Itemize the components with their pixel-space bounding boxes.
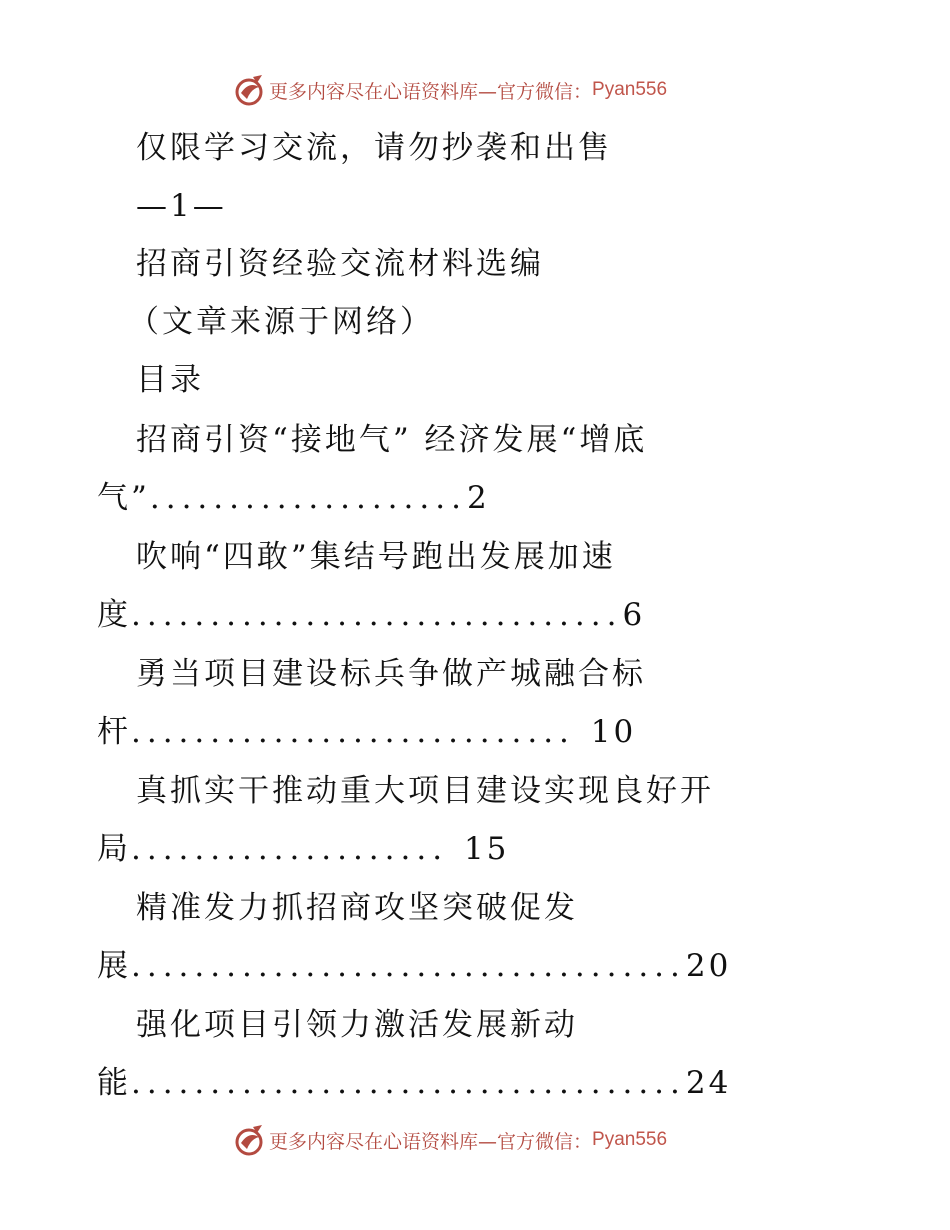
toc-entry-tail xyxy=(97,946,731,986)
watermark-footer xyxy=(235,1122,667,1158)
notice-line: 仅限学习交流，请勿抄袭和出售 xyxy=(136,130,612,166)
toc-entry-title: 强化项目引领力激活发展新动 xyxy=(136,1007,578,1043)
toc-leader-dots: .................... xyxy=(131,831,464,867)
toc-entry-tail-text: 杆 xyxy=(97,714,131,750)
toc-page-number: 6 xyxy=(622,597,646,633)
watermark-logo-icon xyxy=(235,1123,265,1157)
watermark-text: 更多内容尽在心语资料库—官方微信： xyxy=(269,1130,593,1153)
toc-page-number: 15 xyxy=(463,831,510,867)
watermark-text: 更多内容尽在心语资料库—官方微信： xyxy=(269,80,593,103)
toc-entry-tail xyxy=(97,478,490,518)
toc-page-number: 20 xyxy=(685,948,732,984)
toc-entry-tail xyxy=(97,595,645,635)
toc-heading: 目录 xyxy=(136,362,204,398)
toc-leader-dots: .................... xyxy=(149,480,467,516)
toc-leader-dots: ............................... xyxy=(131,597,623,633)
toc-entry-tail-text: 气” xyxy=(97,480,150,516)
toc-leader-dots: ................................... xyxy=(131,1065,686,1101)
watermark-handle: Pyan556 xyxy=(592,79,668,100)
toc-entry-title: 吹响“四敢”集结号跑出发展加速 xyxy=(136,539,616,575)
toc-entry-title: 勇当项目建设标兵争做产城融合标 xyxy=(136,656,646,692)
toc-entry-tail xyxy=(97,829,509,869)
document-title: 招商引资经验交流材料选编 xyxy=(136,246,544,282)
toc-entry-tail-text: 局 xyxy=(97,831,131,867)
toc-entry-tail xyxy=(97,712,636,752)
toc-entry-tail-text: 展 xyxy=(97,948,131,984)
toc-leader-dots: ................................... xyxy=(131,948,686,984)
toc-leader-dots: ............................ xyxy=(131,714,591,750)
watermark-header xyxy=(235,72,667,108)
watermark-handle: Pyan556 xyxy=(592,1129,668,1150)
toc-entry-title: 精准发力抓招商攻坚突破促发 xyxy=(136,890,578,926)
toc-page-number: 10 xyxy=(590,714,637,750)
source-note: （文章来源于网络） xyxy=(128,304,434,340)
watermark-logo-icon xyxy=(235,73,265,107)
toc-entry-tail xyxy=(97,1063,731,1103)
toc-entry-title: 真抓实干推动重大项目建设实现良好开 xyxy=(136,773,714,809)
toc-entry-tail-text: 能 xyxy=(97,1065,131,1101)
toc-page-number: 24 xyxy=(685,1065,732,1101)
toc-page-number: 2 xyxy=(466,480,490,516)
toc-entry-tail-text: 度 xyxy=(97,597,131,633)
page-number: —1— xyxy=(136,188,227,224)
toc-entry-title: 招商引资“接地气” 经济发展“增底 xyxy=(136,422,648,458)
